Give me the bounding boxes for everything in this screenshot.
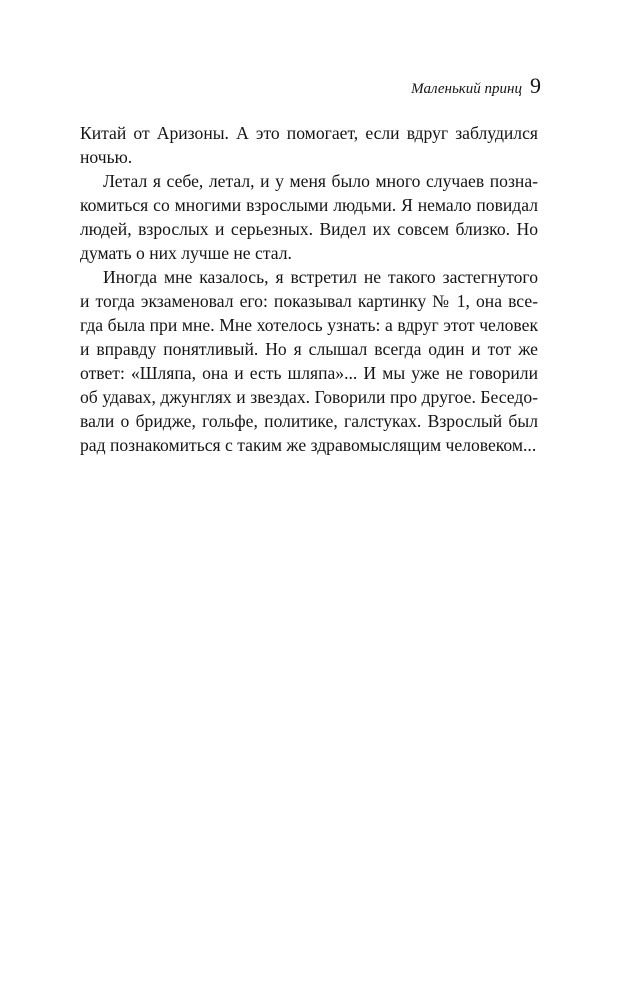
running-head bbox=[411, 73, 541, 99]
text-line: ответ: «Шляпа, она и есть шляпа»... И мы уже не говорили bbox=[80, 363, 538, 383]
text-line: Летал я себе, летал, и у меня было много случаев позна- bbox=[103, 171, 538, 191]
text-line: вали о бридже, гольфе, политике, галстуках. Взрослый был bbox=[80, 411, 538, 431]
text-line: об удавах, джунглях и звездах. Говорили про другое. Беседо- bbox=[80, 387, 538, 407]
page-number: 9 bbox=[530, 73, 541, 98]
body-text bbox=[80, 121, 538, 457]
text-line: и тогда экзаменовал его: показывал картинку № 1, она все- bbox=[80, 291, 538, 311]
paragraph bbox=[80, 169, 538, 265]
text-line: ночью. bbox=[80, 147, 133, 167]
text-line: и вправду понятливый. Но я слышал всегда один и тот же bbox=[80, 339, 538, 359]
paragraph bbox=[80, 265, 538, 457]
text-line: думать о них лучше не стал. bbox=[80, 243, 292, 263]
text-line: людей, взрослых и серьезных. Видел их совсем близко. Но bbox=[80, 219, 538, 239]
text-line: Иногда мне казалось, я встретил не такого застегнутого bbox=[103, 267, 538, 287]
text-line: комиться со многими взрослыми людьми. Я немало повидал bbox=[80, 195, 538, 215]
paragraph bbox=[80, 121, 538, 169]
running-title: Маленький принц bbox=[411, 81, 522, 97]
text-line: гда была при мне. Мне хотелось узнать: а вдруг этот человек bbox=[80, 315, 538, 335]
text-line: Китай от Аризоны. А это помогает, если вдруг заблудился bbox=[80, 123, 538, 143]
text-line: рад познакомиться с таким же здравомыслящим человеком... bbox=[80, 435, 537, 455]
